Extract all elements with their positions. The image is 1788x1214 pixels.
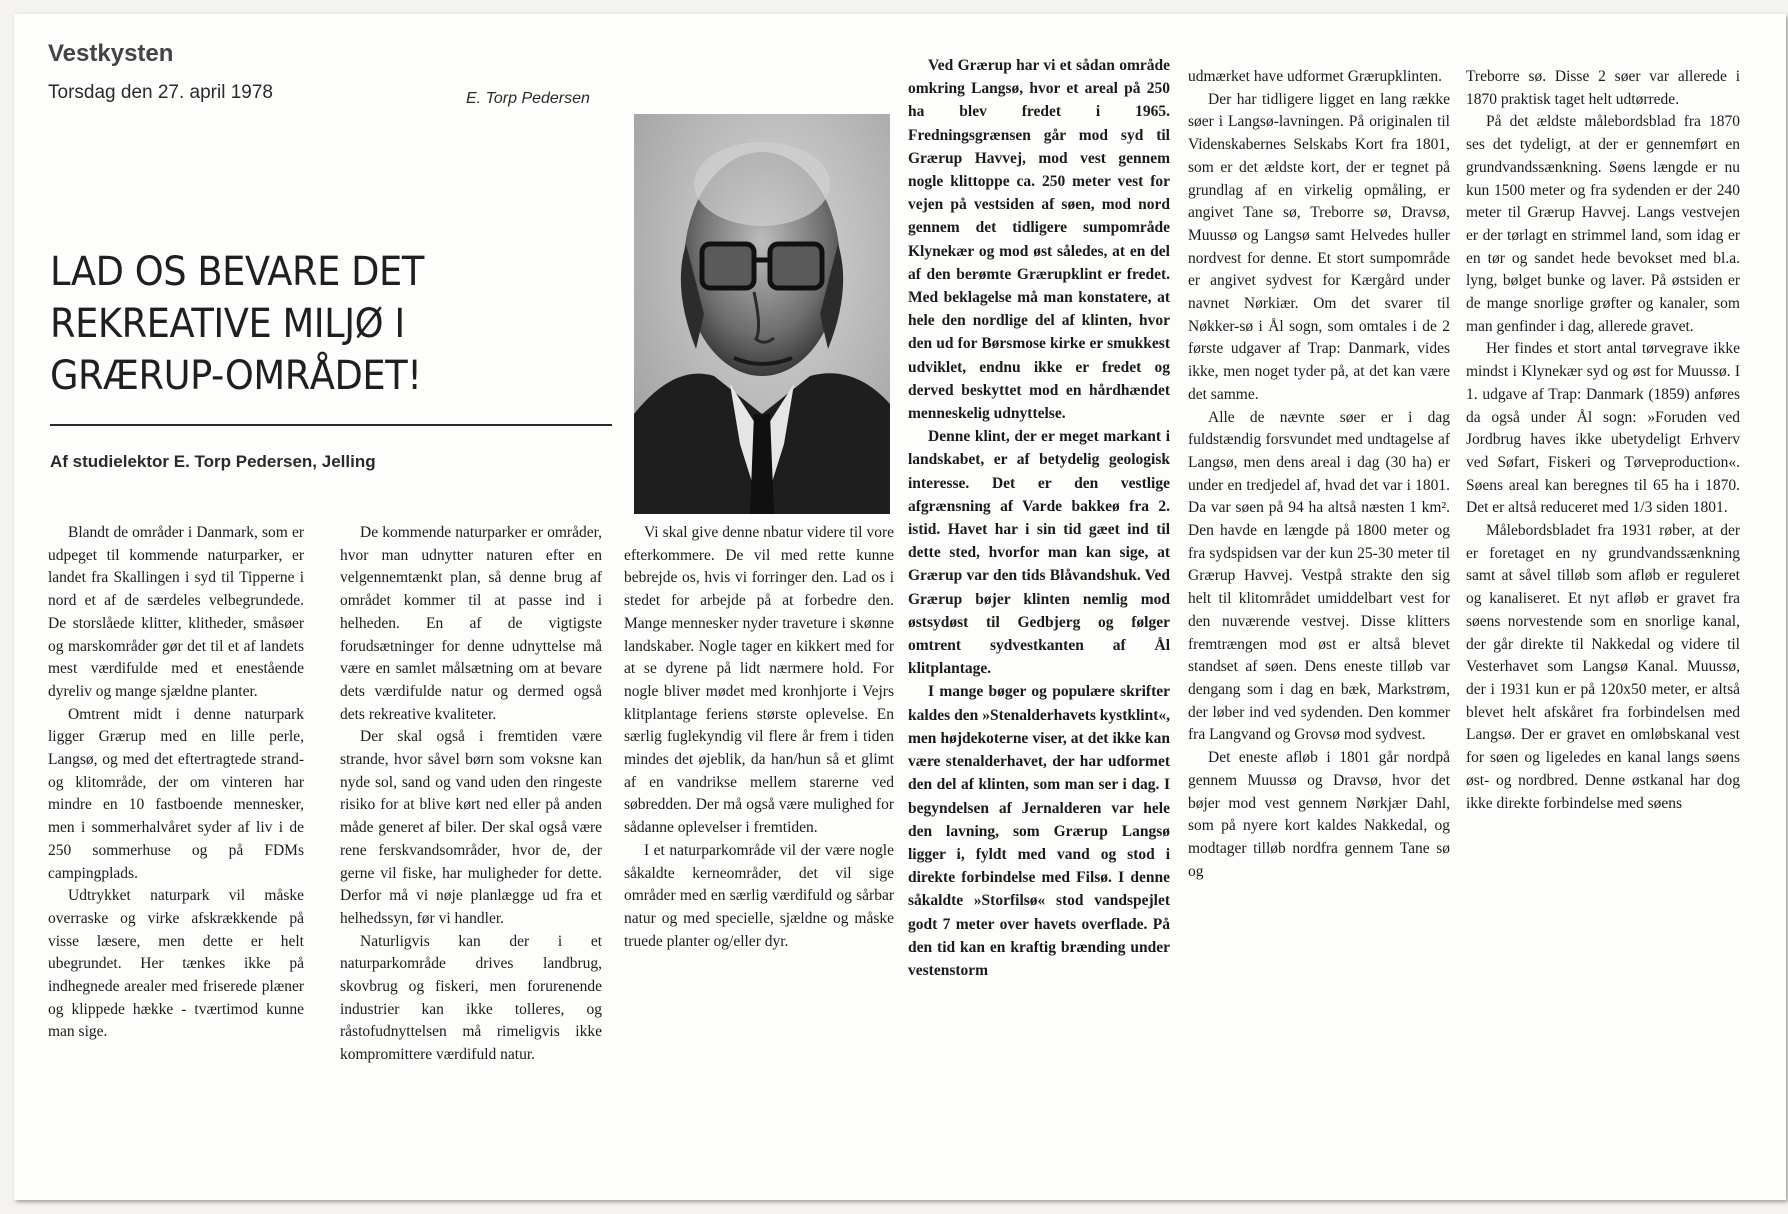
- paragraph: Omtrent midt i denne naturpark ligger Grærup med en lille perle, Langsø, og med det eftertragtede strand- og klitområde, der om vinteren har mindre en 10 fastboende mennesker, men i sommerhalvåret syder af liv i de 250 sommerhuse og på FDMs campingplads.: [48, 705, 304, 882]
- paragraph: Denne klint, der er meget markant i landskabet, er af betydelig geologisk interesse. Det er den vestlige afgrænsning af Varde bakkeø fra 2. istid. Havet har i sin tid gæet ind til dette sted, hvorfor man kan sige, at Grærup var den tids Blåvandshuk. Ved Grærup bøjer klinten nemlig mod østsydøst til Gedbjerg og følger omtrent sydvestkanten af Ål klitplantage.: [908, 428, 1170, 678]
- portrait-photo: [634, 114, 890, 514]
- photo-byline: E. Torp Pedersen: [466, 90, 590, 107]
- headline: [50, 246, 565, 402]
- headline-line-3: GRÆRUP-OMRÅDET!: [50, 353, 422, 399]
- paragraph: På det ældste målebordsblad fra 1870 ses det tydeligt, at der er gennemført en grundvandssænkning. Søens længde er nu kun 1500 meter og fra sydenden er der 240 meter til Grærup Havvej. Langs vestvejen er der tørlagt en strimmel land, som idag er en tør og sandet hede bevokset med bl.a. lyng, bølget bunke og laver. På østsiden er de mange snorlige grøfter og kanaler, som man genfinder i dag, allerede gravet.: [1466, 113, 1740, 335]
- paragraph: Det eneste afløb i 1801 går nordpå gennem Muussø og Dravsø, hvor det bøjer mod vest gennem Nørkjær Dahl, som på nyere kort kaldes Nakkedal, og modtager tilløb nordfra gennem Tane sø og: [1188, 749, 1450, 880]
- article-column-6: [1466, 66, 1740, 815]
- paragraph: Treborre sø. Disse 2 søer var allerede i 1870 praktisk taget helt udtørrede.: [1466, 68, 1740, 108]
- article-column-3: [624, 522, 894, 953]
- paragraph: Blandt de områder i Danmark, som er udpeget til kommende naturparker, er landet fra Skallingen i syd til Tipperne i nord et af de særdeles velbegrundede. De storslåede klitter, klitheder, småsøer og marskområder gør det til et af landets mest værdifulde med et enestående dyreliv og mange sjældne planter.: [48, 524, 304, 700]
- headline-line-2: REKREATIVE MILJØ I: [50, 301, 405, 347]
- publication-date: Torsdag den 27. april 1978: [48, 82, 273, 103]
- article-column-2: [340, 522, 602, 1067]
- paragraph: Målebordsbladet fra 1931 røber, at der er foretaget en ny grundvandssænkning samt at såvel tilløb som afløb er reguleret og kanaliseret. Et nyt afløb er gravet fra søens norvestende som en snorlige kanal, der går direkte til Nakkedal og videre til Vesterhavet som Langsø Kanal. Muussø, der i 1931 kun er på 120x50 meter, er altså blevet helt afskåret fra forbindelsen med Langsø. Der er gravet en omløbskanal vest for søen og ligeledes en kanal langs søens øst- og nordbred. Denne østkanal har dog ikke direkte forbindelse med søens: [1466, 522, 1740, 812]
- paragraph: Naturligvis kan der i et naturparkområde drives landbrug, skovbrug og fiskeri, men forurenende industrier kan ikke tolleres, og råstofudnyttelsen må rimeligvis ikke kompromittere værdifuld natur.: [340, 932, 602, 1064]
- paragraph: I mange bøger og populære skrifter kaldes den »Stenalderhavets kystklint«, men højdekoterne viser, at det ikke kan være stenalderhavet, der har udformet den del af klinten, som man ser i dag. I begyndelsen af Jernalderen var hele den lavning, som Grærup Langsø ligger i, fyldt med vand og stod i direkte forbindelse med Filsø. I denne såkaldte »Storfilsø« stod vandspejlet godt 7 meter over havets overflade. På den tid kan en kraftig brænding under vestenstorm: [908, 683, 1170, 979]
- paragraph: Ved Grærup har vi et sådan område omkring Langsø, hvor et areal på 250 ha blev fredet i 1965. Fredningsgrænsen går mod syd til Grærup Havvej, mod vest gennem nogle klittoppe ca. 250 meter vest for vejen på vestsiden af søen, mod nord gennem det tidligere sumpområde Klynekær og mod øst således, at en del af den berømte Grærupklint er fredet. Med beklagelse må man konstatere, at hele den nordlige del af klinten, hvor den ud for Børsmose kirke er smukkest udviklet, endnu ikke er fredet og derved beskyttet mod en hårdhændet menneskelig udnyttelse.: [908, 57, 1170, 423]
- newspaper-clipping: [14, 14, 1786, 1200]
- article-column-1: [48, 522, 304, 1044]
- paragraph: Alle de nævnte søer er i dag fuldstændig forsvundet med undtagelse af Langsø, men dens areal i dag (30 ha) er under en tredjedel af, hvad det var i 1801. Da var søen på 94 ha altså næsten 1 km². Den havde en længde på 1800 meter og fra sydspidsen var der kun 25-30 meter til Grærup Havvej. Vestpå strakte den sig helt til klitområdet umiddelbart vest for den nuværende vestvej. Disse klitters fremtrængen mod øst er altså blevet standset af søen. Dens eneste tilløb var dengang som i dag en bæk, Markstrøm, der løber ind ved sydenden. Den kommer fra Langvand og Grovsø mod sydvest.: [1188, 408, 1450, 744]
- author-line: Af studielektor E. Torp Pedersen, Jelling: [50, 452, 376, 471]
- newspaper-name: Vestkysten: [48, 40, 174, 67]
- paragraph: Der har tidligere ligget en lang række søer i Langsø-lavningen. På originalen til Videnskabernes Selskabs Kort fra 1801, som er det ældste kort, der er tegnet på grundlag af en virkelig opmåling, er angivet Tane sø, Treborre sø, Dravsø, Muussø og Langsø samt Helvedes huller nordvest for denne. Et stort sumpområde er angivet sydvest for Kærgård under navnet Nørkiær. Om det svarer til Nøkker-sø i Ål sogn, som omtales i de 2 første udgaver af Trap: Danmark, vides ikke, men noget tyder på, at det kan være det samme.: [1188, 90, 1450, 403]
- paragraph: De kommende naturparker er områder, hvor man udnytter naturen efter en velgennemtænkt plan, så denne brug af området kommer til at passe ind i helheden. En af de vigtigste forudsætninger for denne udnyttelse må være en samlet målsætning om at bevare dets værdifulde natur og dermed også dets rekreative kvaliteter.: [340, 524, 602, 723]
- paragraph: Her findes et stort antal tørvegrave ikke mindst i Klynekær syd og øst for Muussø. I 1. udgave af Trap: Danmark (1859) anføres da også under Ål sogn: »Foruden ved Jordbrug haves ikke ubetydeligt Erhverv ved Søfart, Fiskeri og Tørveproduction«. Søens areal kan beregnes til 65 ha i 1870. Det er altså reduceret med 1/3 siden 1801.: [1466, 340, 1740, 517]
- article-column-5: [1188, 66, 1450, 883]
- headline-line-1: LAD OS BEVARE DET: [50, 249, 424, 295]
- paragraph: Der skal også i fremtiden være strande, hvor såvel børn som voksne kan nyde sol, sand og vand uden den ringeste risiko for at blive kørt ned eller på anden måde generet af biler. Der skal også være rene ferskvandsområder, hvor de, der gerne vil fiske, har muligheder for dette. Derfor må vi nøje planlægge ud fra et helhedssyn, før vi handler.: [340, 728, 602, 927]
- paragraph: Vi skal give denne nbatur videre til vore efterkommere. De vil med rette kunne bebrejde os, hvis vi forringer den. Lad os i stedet for arbejde på at forbedre den. Mange mennesker nyder traveture i skønne landskaber. Nogle tager en kikkert med for at se dyrene på lidt nærmere hold. For nogle bliver mødet med kronhjorte i Vejrs klitplantage feriens største oplevelse. En særlig fuglekyndig vil flere år frem i tiden mindes det øjeblik, da han/hun så et glimt af en vandrikse mellem starerne ved søbredden. Der må også være mulighed for sådanne oplevelser i fremtiden.: [624, 524, 894, 837]
- paragraph: udmærket have udformet Grærupklinten.: [1188, 68, 1442, 85]
- headline-rule: [50, 424, 612, 426]
- paragraph: I et naturparkområde vil der være nogle såkaldte kerneområder, det vil sige områder med en særlig værdifuld og sårbar natur og med specielle, sjældne og måske truede planter og/eller dyr.: [624, 841, 894, 950]
- article-column-4: [908, 54, 1170, 982]
- paragraph: Udtrykket naturpark vil måske overraske og virke afskrækkende på visse læsere, men dette er helt ubegrundet. Her tænkes ikke på indhegnede arealer med friserede plæner og klippede hække - tværtimod kunne man sige.: [48, 887, 304, 1041]
